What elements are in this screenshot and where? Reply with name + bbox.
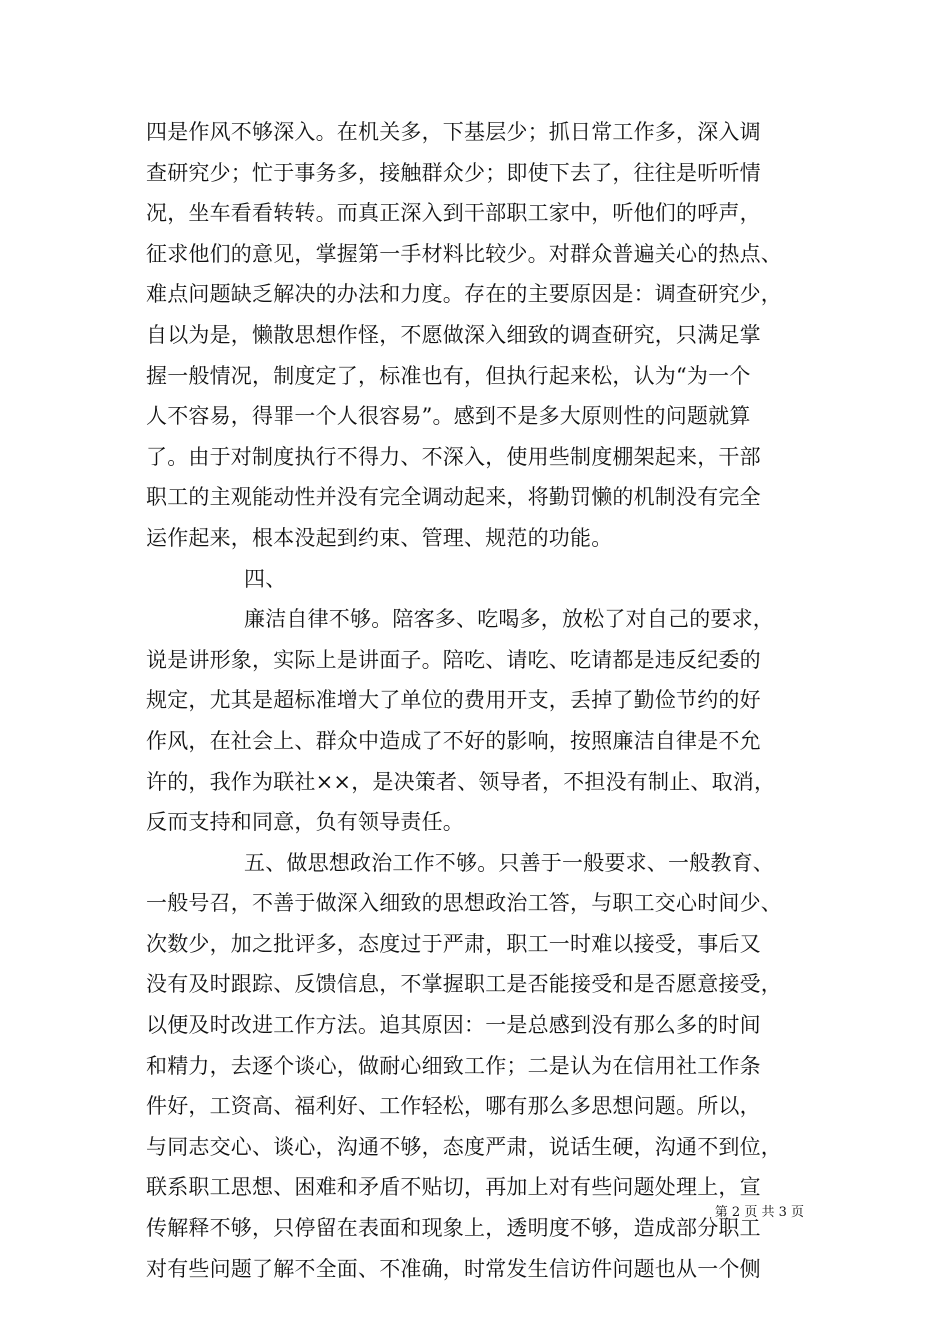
text-line: 人不容易，得罪一个人很容易”。感到不是多大原则性的问题就算 [146,404,751,429]
text-line: 反而支持和同意，负有领导责任。 [146,810,464,835]
text-line: 许的，我作为联社××，是决策者、领导者，不担没有制止、取消， [146,769,776,794]
text-line: 说是讲形象，实际上是讲面子。陪吃、请吃、吃请都是违反纪委的 [146,647,761,672]
text-line: 况，坐车看看转转。而真正深入到干部职工家中，听他们的呼声， [146,201,761,226]
text-line: 自以为是，懒散思想作怪，不愿做深入细致的调查研究，只满足掌 [146,322,761,347]
text-line: 四、 [244,566,287,591]
text-line: 件好，工资高、福利好、工作轻松，哪有那么多思想问题。所以， [146,1094,761,1119]
text-line: 和精力，去逐个谈心，做耐心细致工作；二是认为在信用社工作条 [146,1053,761,1078]
text-line: 职工的主观能动性并没有完全调动起来，将勤罚懒的机制没有完全 [146,485,761,510]
text-line: 运作起来，根本没起到约束、管理、规范的功能。 [146,525,613,550]
text-line: 四是作风不够深入。在机关多，下基层少；抓日常工作多，深入调 [146,120,761,144]
text-line: 了。由于对制度执行不得力、不深入，使用些制度棚架起来，干部 [146,444,761,469]
text-line: 征求他们的意见，掌握第一手材料比较少。对群众普遍关心的热点、 [146,241,782,266]
text-line: 以便及时改进工作方法。追其原因：一是总感到没有那么多的时间 [146,1013,761,1038]
text-line: 传解释不够，只停留在表面和现象上，透明度不够，造成部分职工 [146,1216,761,1241]
text-line: 没有及时跟踪、反馈信息，不掌握职工是否能接受和是否愿意接受， [146,972,782,997]
text-line: 与同志交心、谈心，沟通不够，态度严肃，说话生硬，沟通不到位， [146,1134,782,1159]
text-line: 次数少，加之批评多，态度过于严肃，职工一时难以接受，事后又 [146,931,761,956]
text-line: 五、做思想政治工作不够。只善于一般要求、一般教育、 [244,850,774,875]
text-line: 对有些问题了解不全面、不准确，时常发生信访件问题也从一个侧 [146,1256,761,1281]
text-line: 一般号召，不善于做深入细致的思想政治工答，与职工交心时间少、 [146,891,782,916]
text-line: 握一般情况，制度定了，标准也有，但执行起来松，认为“为一个 [146,363,751,388]
page-number-footer: 第 2 页 共 3 页 [714,1205,804,1220]
text-line: 联系职工思想、困难和矛盾不贴切，再加上对有些问题处理上，宣 [146,1175,761,1200]
text-line: 难点问题缺乏解决的办法和力度。存在的主要原因是：调查研究少， [146,282,782,307]
text-line: 廉洁自律不够。陪客多、吃喝多，放松了对自己的要求， [244,607,774,632]
document-body [146,112,806,1289]
text-line: 作风，在社会上、群众中造成了不好的影响，按照廉洁自律是不允 [146,728,761,753]
text-line: 规定，尤其是超标准增大了单位的费用开支，丢掉了勤俭节约的好 [146,688,761,713]
text-line: 查研究少；忙于事务多，接触群众少；即使下去了，往往是听听情 [146,160,761,185]
